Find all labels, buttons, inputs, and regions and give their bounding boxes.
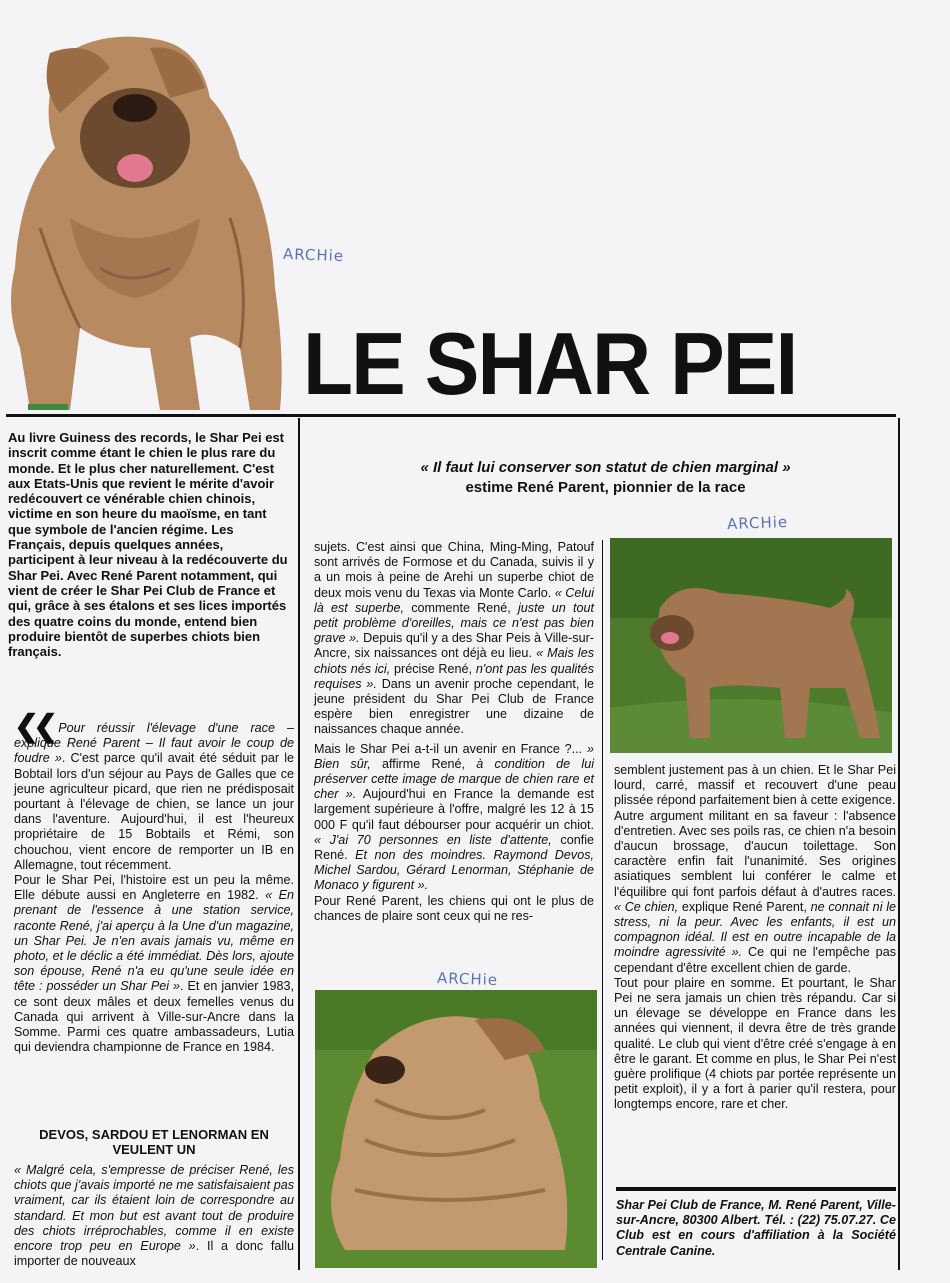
divider: [616, 1187, 896, 1191]
pull-quote: [318, 458, 893, 498]
divider: [602, 540, 603, 1260]
paragraph: ❮❮ Pour réussir l'élevage d'une race – explique René Parent – Il faut avoir le coup de foudre ». C'est parce qu'il avait été séduit par le Bobtail lors d'un séjour au Pays de Galles que ce jeune agriculteur picard, que rien ne prédisposait pourtant à l'élevage de chien, se lance un jour dans l'aventure. Aujourd'hui, il est l'heureux propriétaire de 15 Bobtails et Rémi, son chouchou, vient encore de remporter un IB en Allemagne, tout récemment.: [14, 710, 294, 872]
article-column-1: [14, 710, 295, 1055]
article-column-1-continued: [14, 1163, 294, 1269]
paragraph: Autre argument militant en sa faveur : l'absence d'entretien. Avec ses poils ras, ce chien n'a besoin d'aucun brossage, d'aucun toilettage. Son caractère enfin fait l'unanimité. Ses origines asiatiques semblent lui conférer le calme et l'équilibre qui font parfois défaut à d'autres races. « Ce chien, explique René Parent, ne connait ni le stress, ni la peur. Avec les enfants, il est un compagnon idéal. Il est en outre incapable de la moindre agressivité ». Ce qui ne l'empêche pas cependant d'être excellent chien de garde.: [614, 808, 897, 975]
paragraph: semblent justement pas à un chien. Et le Shar Pei lourd, carré, massif et recouvert d'une peau plissée répond parfaitement bien à cette exigence.: [614, 763, 896, 808]
paragraph: sujets. C'est ainsi que China, Ming-Ming, Patouf sont arrivés de Formose et du Canada, suivis il y a un mois à peine de Arehi un superbe chiot de deux mois venu du Texas via Monte Carlo. « Celui là est superbe, commente René, juste un tout petit problème d'oreilles, mais ce n'est pas bien grave ». Depuis qu'il y a des Shar Peis à Ville-sur-Ancre, six naissances ont déjà eu lieu. « Mais les chiots nés ici, précise René, n'ont pas les qualités requises ». Dans un avenir proche cependant, le jeune président du Shar Pei Club de France espère bien enregistrer une dizaine de naissances chaque année.: [314, 540, 595, 737]
article-column-3: [614, 763, 896, 1113]
dog-standing-photo: [610, 538, 892, 753]
article-column-2: [314, 540, 594, 924]
paragraph: Pour le Shar Pei, l'histoire est un peu la même. Elle débute aussi en Angleterre en 1982. « En prenant de l'essence à une station service, raconte René, j'ai aperçu à la Une d'un magazine, un Shar Pei. Je n'en avais jamais vu, même en photo, et le déclic a été immédiat. Dès lors, ajoute son épouse, René n'a eu qu'une seule idée en tête : posséder un Shar Pei ». Et en janvier 1983, ce sont deux mâles et deux femelles venus du Canada qui arrivent à Ville-sur-Ancre dans la Somme. Parmi ces quatre ambassadeurs, Lutia qui deviendra championne de France en 1984.: [14, 873, 295, 1055]
divider: [6, 414, 896, 417]
handwritten-annotation: ARCHie: [436, 968, 499, 990]
page-title: LE SHAR PEI: [303, 314, 797, 413]
pull-quote-attribution: estime René Parent, pionnier de la race: [465, 479, 746, 496]
handwritten-annotation: ARCHie: [726, 512, 789, 534]
paragraph: Pour René Parent, les chiens qui ont le plus de chances de plaire sont ceux qui ne res-: [314, 893, 594, 923]
club-contact-info: Shar Pei Club de France, M. René Parent, Ville-sur-Ancre, 80300 Albert. Tél. : (22) 75.07.27. Ce Club est en cours d'affiliation à la Société Centrale Canine.: [616, 1198, 896, 1258]
pull-quote-text: « Il faut lui conserver son statut de chien marginal »: [420, 459, 791, 476]
quote-marks-icon: ❮❮: [14, 710, 53, 743]
paragraph: « Malgré cela, s'empresse de préciser René, les chiots que j'avais importé ne me satisfaisaient pas vraiment, car ils étaient loin de correspondre au standard. Et mon but est avant tout de produire des chiots irréprochables, comme il en existe encore trop peu en Europe ». Il a donc fallu importer de nouveaux: [14, 1163, 294, 1269]
dog-cutout-photo: [0, 28, 300, 418]
dog-lying-photo: [315, 990, 597, 1268]
divider: [898, 418, 900, 1270]
handwritten-annotation: ARCHie: [282, 244, 345, 266]
divider: [298, 418, 300, 1270]
intro-paragraph: Au livre Guiness des records, le Shar Pei est inscrit comme étant le chien le plus rare du monde. Et le plus cher naturellement. C'est aux Etats-Unis que revient le mérite d'avoir redécouvert ce vénérable chien chinois, victime en son heure du maoïsme, en tant que symbole de l'ancien régime. Les Français, depuis quelques années, participent à leur niveau à la redécouverte du Shar Pei. Avec René Parent notamment, qui vient de créer le Shar Pei Club de France et qui, grâce à ses étalons et ses lices importés des quatre coins du monde, entend bien produire bientôt de superbes chiots bien français.: [8, 430, 288, 660]
paragraph: Tout pour plaire en somme. Et pourtant, le Shar Pei ne sera jamais un chien très répandu. Car si un élevage se développe en France dans les années qui viennent, il devra être de très grande qualité. Le club qui vient d'être créé s'engage à en être le garant. Et comme en plus, le Shar Pei n'est guère prolifique (4 chiots par portée représente un petit exploit), il y a fort à parier qu'il restera, pour longtemps encore, rare et cher.: [614, 975, 896, 1112]
paragraph: Mais le Shar Pei a-t-il un avenir en France ?... » Bien sûr, affirme René, à condition de lui préserver cette image de marque de chien rare et cher ». Aujourd'hui en France la demande est largement supérieure à l'offre, malgré les 12 à 15 000 F qu'il faut débourser pour acquérir un chiot. « J'ai 70 personnes en liste d'attente, confie René. Et non des moindres. Raymond Devos, Michel Sardou, Gérard Lenorman, Stéphanie de Monaco y figurent ».: [314, 741, 595, 893]
section-subheading: DEVOS, SARDOU ET LENORMAN EN VEULENT UN: [39, 1127, 269, 1157]
